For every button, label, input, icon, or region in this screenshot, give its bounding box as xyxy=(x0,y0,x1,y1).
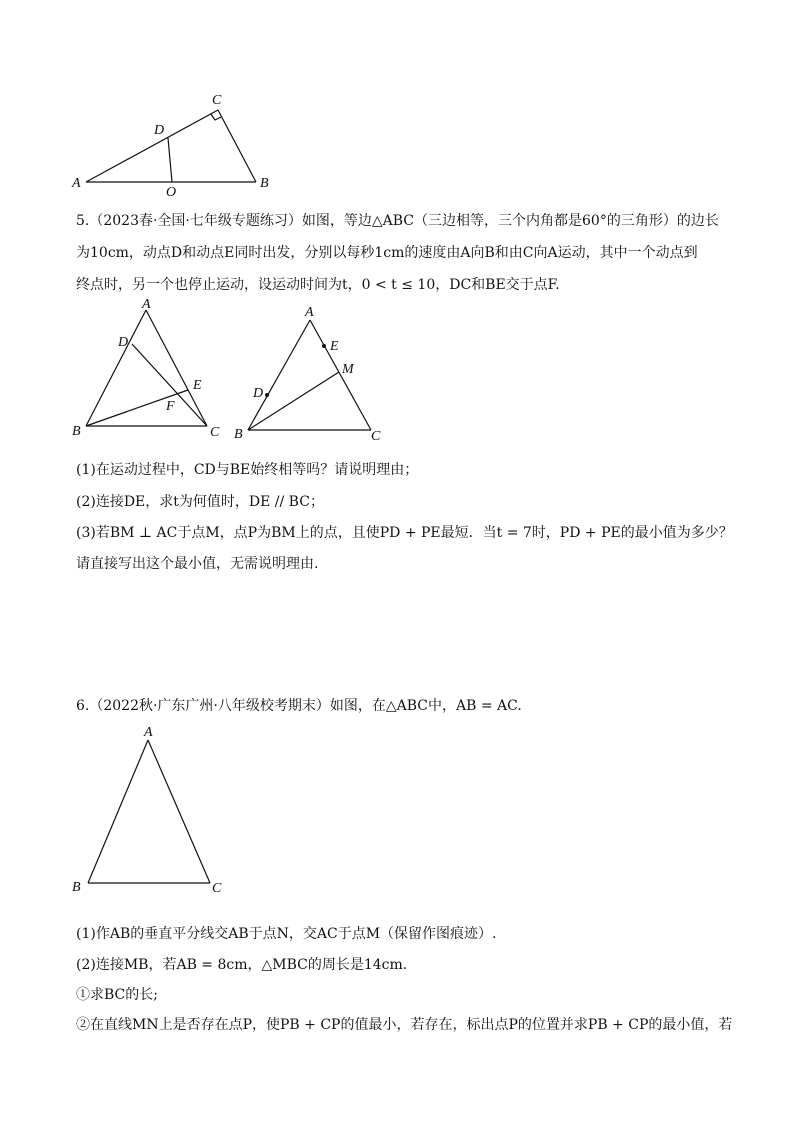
problem6-line1: 6.（2022秋·广东广州·八年级校考期末）如图，在△ABC中，AB = AC. xyxy=(76,698,522,714)
problem6-question2-a: ①求BC的长; xyxy=(76,987,158,1003)
problem6-question1: (1)作AB的垂直平分线交AB于点N，交AC于点M（保留作图痕迹）. xyxy=(76,926,497,942)
label-b: B xyxy=(72,424,81,439)
label-f: F xyxy=(166,399,175,414)
problem5-question1: (1)在运动过程中，CD与BE始终相等吗？请说明理由； xyxy=(76,462,419,478)
label-c: C xyxy=(371,429,381,444)
label-b: B xyxy=(260,176,269,191)
label-m: M xyxy=(342,362,354,377)
label-d: D xyxy=(118,335,129,350)
figure-triangle-aob xyxy=(60,88,300,203)
label-e: E xyxy=(330,339,339,354)
label-c: C xyxy=(210,425,220,440)
label-c: C xyxy=(212,881,222,896)
label-d: D xyxy=(253,386,264,401)
label-b: B xyxy=(234,427,243,442)
label-b: B xyxy=(72,880,81,895)
problem5-line3: 终点时，另一个也停止运动，设运动时间为t，0 < t ≤ 10，DC和BE交于点F. xyxy=(76,277,560,293)
label-a: A xyxy=(305,305,314,320)
problem6-question2-b: ②在直线MN上是否存在点P，使PB + CP的值最小，若存在，标出点P的位置并求PB + CP的最小值，若 xyxy=(76,1017,733,1033)
problem6-question2: (2)连接MB，若AB = 8cm，△MBC的周长是14cm. xyxy=(76,957,408,973)
problem5-question3: (3)若BM ⊥ AC于点M，点P为BM上的点，且使PD + PE最短．当t = 7时，PD + PE的最小值为多少？ xyxy=(76,525,733,541)
problem5-line2: 为10cm，动点D和动点E同时出发，分别以每秒1cm的速度由A向B和由C向A运动，其中一个动点到 xyxy=(76,245,698,261)
problem5-question3-cont: 请直接写出这个最小值，无需说明理由. xyxy=(76,556,319,572)
figure-isosceles xyxy=(60,720,240,900)
label-c: C xyxy=(212,93,222,108)
label-d: D xyxy=(154,123,165,138)
label-o: O xyxy=(166,185,177,200)
problem5-line1: 5.（2023春·全国·七年级专题练习）如图，等边△ABC（三边相等，三个内角都是60°的三角形）的边长 xyxy=(76,213,719,229)
label-a: A xyxy=(142,297,151,312)
label-a: A xyxy=(144,725,153,740)
figure-equilateral-left xyxy=(60,298,240,443)
figure-equilateral-right xyxy=(228,298,398,443)
problem5-question2: (2)连接DE，求t为何值时，DE // BC； xyxy=(76,494,324,510)
label-e: E xyxy=(193,378,202,393)
label-a: A xyxy=(72,176,81,191)
